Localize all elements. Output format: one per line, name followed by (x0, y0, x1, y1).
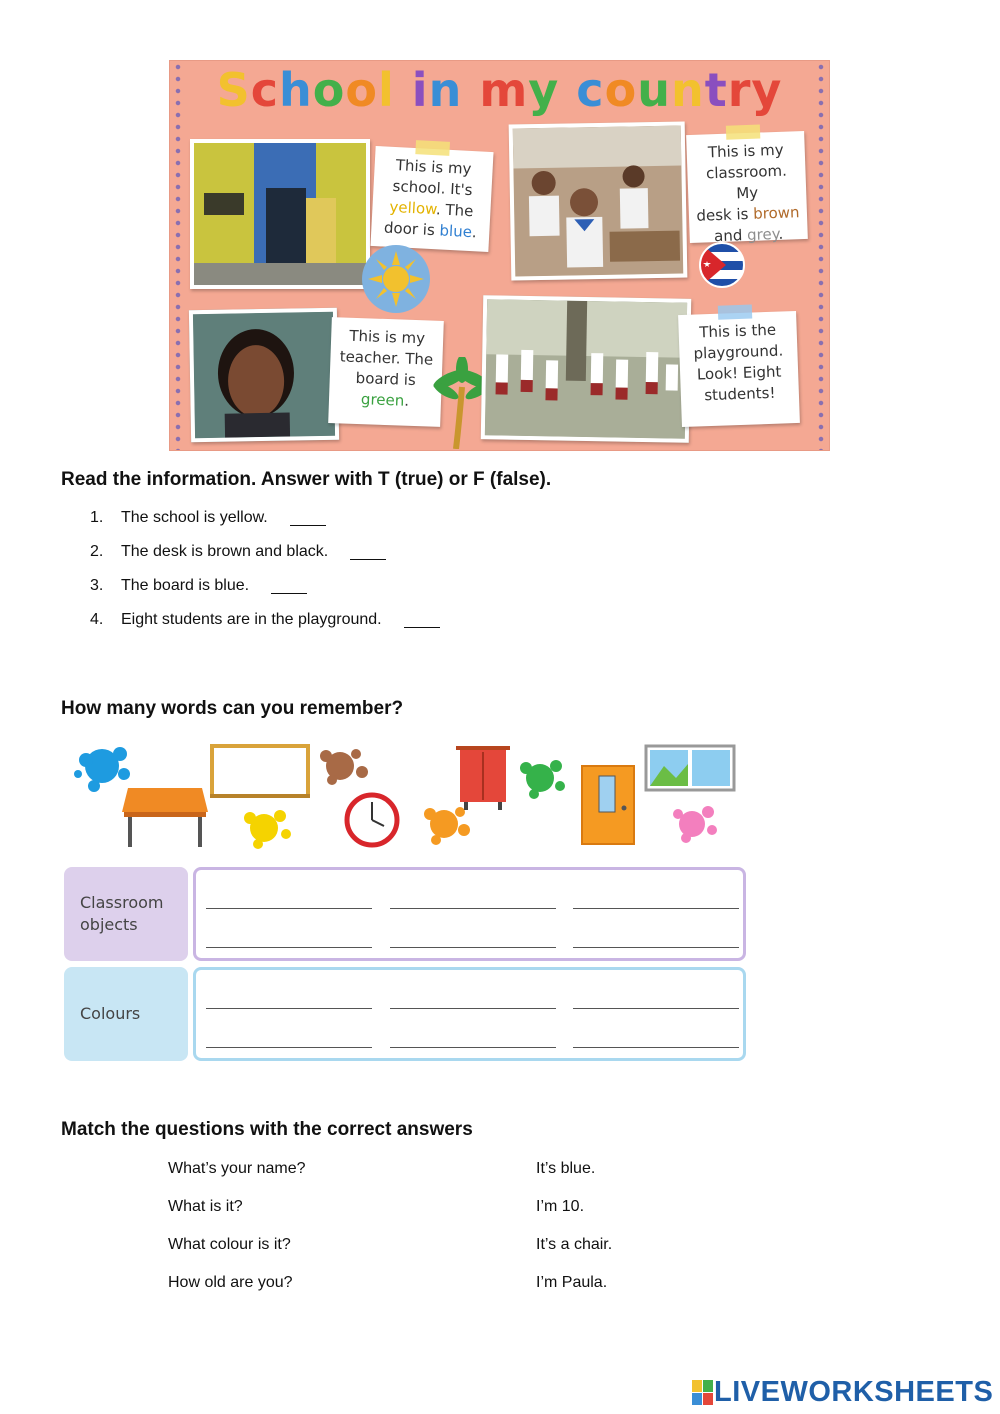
star-border-right (815, 61, 827, 450)
yellow-paint-splat-icon (244, 810, 291, 849)
poster-title-letter: y (528, 63, 560, 117)
match-question[interactable]: What colour is it? (168, 1236, 291, 1253)
true-false-list (90, 509, 440, 645)
blue-paint-splat-icon (74, 747, 130, 792)
answer-line[interactable] (390, 1047, 556, 1048)
poster-title-letter: i (411, 63, 429, 117)
poster-title (170, 63, 829, 117)
vocab-answer-box (193, 967, 746, 1061)
poster-title-letter: u (637, 63, 671, 117)
poster-title-letter: l (378, 63, 395, 117)
poster-title-letter (395, 63, 412, 117)
logo-blocks-icon (692, 1380, 714, 1406)
answer-line[interactable] (206, 908, 372, 909)
match-answer[interactable]: It’s a chair. (536, 1236, 613, 1253)
poster-title-letter: o (312, 63, 346, 117)
answer-line[interactable] (390, 947, 556, 948)
orange-paint-splat-icon (424, 807, 470, 845)
list-item: 3. The board is blue. (90, 577, 440, 611)
teacher-portrait (193, 312, 335, 438)
list-item: 2. The desk is brown and black. (90, 543, 440, 577)
answer-line[interactable] (390, 908, 556, 909)
answer-line[interactable] (573, 1047, 739, 1048)
answer-blank[interactable] (290, 509, 326, 526)
match-answers (536, 1160, 612, 1312)
cuban-flag-icon (698, 241, 746, 289)
poster-title-letter: o (604, 63, 638, 117)
match-question[interactable]: What is it? (168, 1198, 243, 1215)
brown-paint-splat-icon (320, 749, 368, 785)
vocab-row-classroom-objects (64, 867, 746, 961)
students-illustration (513, 126, 684, 277)
playground-photo (481, 295, 691, 443)
match-question[interactable]: What’s your name? (168, 1160, 306, 1177)
window-icon (646, 746, 734, 790)
poster-title-letter: t (704, 63, 728, 117)
vocab-label: Colours (64, 967, 188, 1061)
vocab-answer-box (193, 867, 746, 961)
playground-illustration (485, 299, 687, 438)
note-classroom: This is my classroom. My desk is brown and grey. (686, 131, 808, 243)
section-heading-words: How many words can you remember? (61, 698, 404, 719)
cupboard-icon (456, 746, 510, 810)
poster-title-letter (462, 63, 479, 117)
poster-title-letter: n (428, 63, 463, 117)
classroom-vocabulary-illustration (64, 736, 754, 860)
answer-blank[interactable] (350, 543, 386, 560)
answer-blank[interactable] (271, 577, 307, 594)
poster-title-letter: m (479, 63, 529, 117)
poster-title-letter: y (751, 63, 783, 117)
sun-icon (360, 243, 432, 315)
vocab-row-colours (64, 967, 746, 1061)
note-playground: This is the playground. Look! Eight students! (678, 311, 800, 427)
match-answer[interactable]: I’m 10. (536, 1198, 585, 1215)
note-teacher: This is my teacher. The board is green. (328, 317, 444, 427)
vocab-label: Classroom objects (64, 867, 188, 961)
pink-paint-splat-icon (673, 806, 717, 843)
classroom-photo (509, 121, 688, 280)
section-heading-match: Match the questions with the correct answers (61, 1119, 473, 1140)
match-answer[interactable]: I’m Paula. (536, 1274, 608, 1291)
list-item: 4. Eight students are in the playground. (90, 611, 440, 645)
answer-line[interactable] (206, 947, 372, 948)
answer-blank[interactable] (404, 611, 440, 628)
school-poster (169, 60, 830, 451)
green-paint-splat-icon (520, 760, 565, 799)
school-building-illustration (194, 143, 366, 285)
answer-line[interactable] (206, 1008, 372, 1009)
note-school: This is my school. It's yellow. The door is blue. (370, 146, 493, 252)
answer-line[interactable] (573, 947, 739, 948)
poster-title-letter: S (216, 63, 251, 117)
match-questions (168, 1160, 306, 1312)
board-icon (210, 746, 310, 798)
desk-icon (122, 788, 208, 847)
liveworksheets-logo: LIVEWORKSHEETS (692, 1376, 993, 1409)
teacher-photo (189, 308, 339, 443)
poster-title-letter: h (279, 63, 313, 117)
section-heading-true-false: Read the information. Answer with T (true) or F (false). (61, 469, 552, 490)
star-border-left (172, 61, 184, 450)
answer-line[interactable] (206, 1047, 372, 1048)
poster-title-letter: o (345, 63, 378, 117)
list-item: 1. The school is yellow. (90, 509, 440, 543)
poster-title-letter: c (250, 63, 280, 117)
poster-title-letter: r (727, 63, 752, 117)
door-icon (582, 766, 634, 844)
answer-line[interactable] (573, 1008, 739, 1009)
match-answer[interactable]: It’s blue. (536, 1160, 596, 1177)
clock-icon (347, 795, 397, 845)
answer-line[interactable] (390, 1008, 556, 1009)
poster-title-letter (559, 63, 576, 117)
poster-title-letter: c (576, 63, 605, 117)
match-question[interactable]: How old are you? (168, 1274, 293, 1291)
poster-title-letter: n (670, 63, 705, 117)
answer-line[interactable] (573, 908, 739, 909)
school-photo (190, 139, 370, 289)
